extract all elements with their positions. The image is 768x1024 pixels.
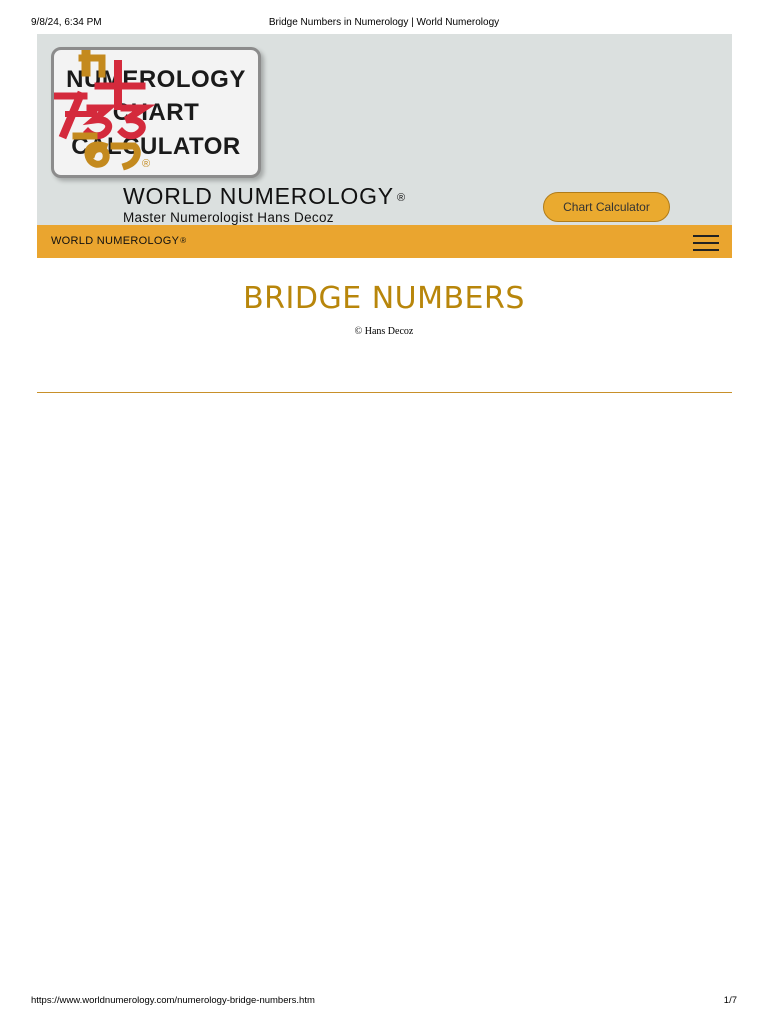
chart-calculator-button[interactable]: Chart Calculator xyxy=(543,192,670,222)
nav-bar xyxy=(37,225,732,258)
print-header xyxy=(0,17,768,31)
nav-registered-mark: ® xyxy=(180,236,187,245)
print-datetime: 9/8/24, 6:34 PM xyxy=(31,17,102,28)
registered-mark: ® xyxy=(396,192,406,204)
brand-subtitle: Master Numerologist Hans Decoz xyxy=(123,210,334,225)
divider xyxy=(37,392,732,393)
logo-line-3: CALCULATOR xyxy=(71,133,241,160)
page-title: BRIDGE NUMBERS xyxy=(243,281,525,316)
print-page-number: 1/7 xyxy=(723,995,737,1006)
brand-title-text: WORLD NUMEROLOGY xyxy=(123,183,394,209)
svg-text:®: ® xyxy=(142,158,151,170)
logo-line-2: CHART xyxy=(112,99,200,126)
nav-brand-text: WORLD NUMEROLOGY xyxy=(51,235,180,247)
author-byline: © Hans Decoz xyxy=(354,326,414,337)
logo-line-1: NUMEROLOGY xyxy=(66,66,246,93)
site-header xyxy=(37,34,732,225)
numerology-chart-calculator-logo[interactable] xyxy=(51,47,261,178)
print-url: https://www.worldnumerology.com/numerology-bridge-numbers.htm xyxy=(31,995,315,1006)
brand-title[interactable] xyxy=(123,183,406,210)
nav-brand-link[interactable] xyxy=(51,235,186,247)
print-page-title: Bridge Numbers in Numerology | World Numerology xyxy=(268,17,500,28)
logo-numbers-graphic xyxy=(54,50,258,175)
hamburger-menu-icon[interactable] xyxy=(693,233,719,251)
